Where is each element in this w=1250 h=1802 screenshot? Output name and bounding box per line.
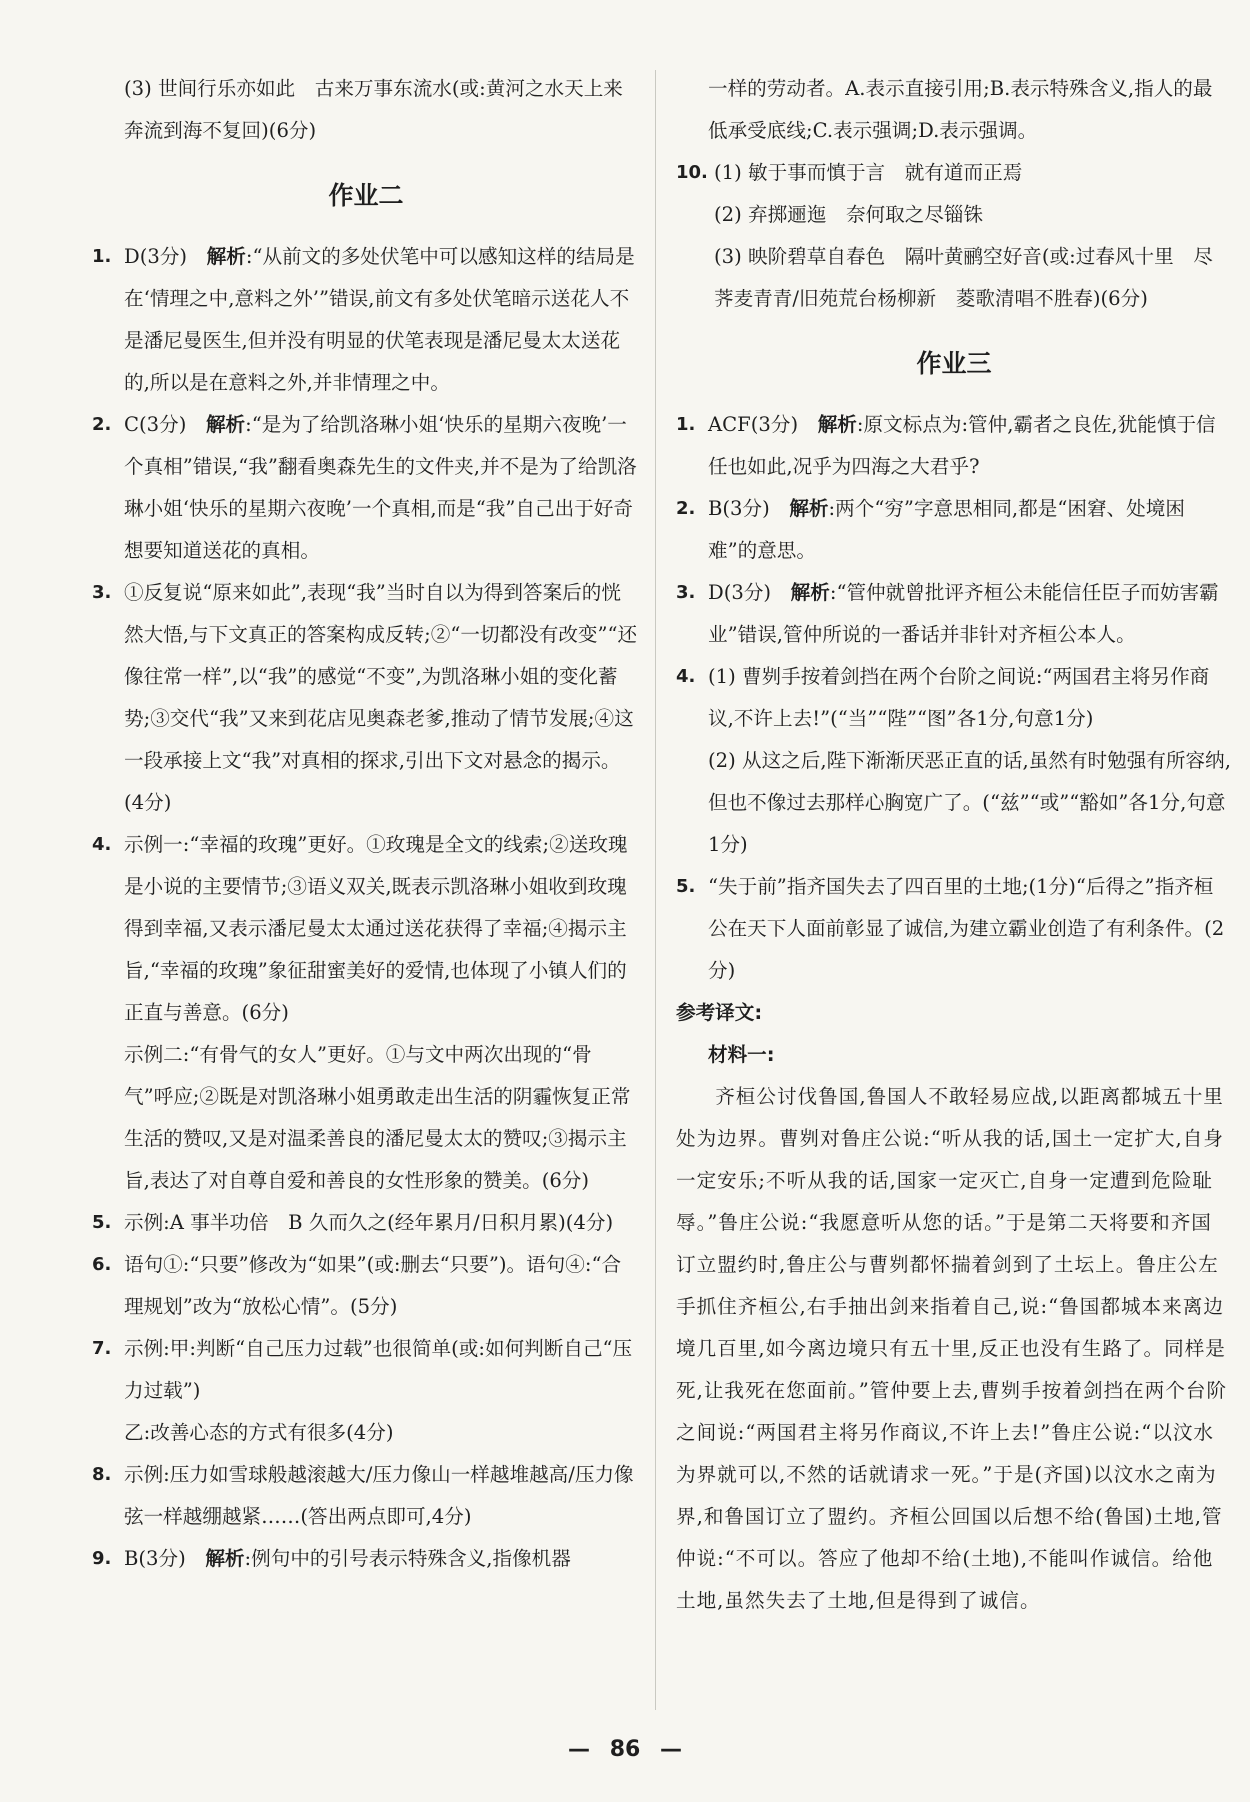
answer-item xyxy=(676,572,1232,656)
answer-text: (2) 从这之后,陛下渐渐厌恶正直的话,虽然有时勉强有所容纳,但也不像过去那样心胸宽广了。(“兹”“或”“豁如”各1分,句意1分) xyxy=(708,749,1231,856)
answer-key: B(3分) xyxy=(708,497,790,520)
answer-item xyxy=(676,866,1232,992)
section-title-3: 作业三 xyxy=(916,349,992,378)
analysis-label: 解析 xyxy=(205,413,246,436)
page-number-value: 86 xyxy=(609,1737,641,1762)
answer-key: B(3分) xyxy=(124,1547,206,1570)
answer-text: (3) 映阶碧草自春色 隔叶黄鹂空好音(或:过春风十里 尽荠麦青青/旧苑荒台杨柳新 菱歌清唱不胜春)(6分) xyxy=(714,245,1213,310)
right-column xyxy=(676,68,1232,1622)
analysis-text: :“管仲就曾批评齐桓公未能信任臣子而妨害霸业”错误,管仲所说的一番话并非针对齐桓公本人。 xyxy=(708,581,1219,646)
answer-key: ACF(3分) xyxy=(708,413,818,436)
item-number: 5. xyxy=(92,1212,112,1233)
analysis-text: :两个“穷”字意思相同,都是“困窘、处境困难”的意思。 xyxy=(708,497,1185,562)
item-number: 1. xyxy=(676,414,696,435)
answer-text: 语句①:“只要”修改为“如果”(或:删去“只要”)。语句④:“合理规划”改为“放松心情”。(5分) xyxy=(124,1253,622,1318)
answer-item xyxy=(92,1244,640,1328)
answer-text: 一样的劳动者。A.表示直接引用;B.表示特殊含义,指人的最低承受底线;C.表示强调;D.表示强调。 xyxy=(708,77,1213,142)
analysis-label: 解析 xyxy=(789,497,829,520)
answer-item xyxy=(92,572,640,824)
item-number: 6. xyxy=(92,1254,112,1275)
answer-item xyxy=(676,656,1232,740)
item-number: 7. xyxy=(92,1338,112,1359)
analysis-text: :“是为了给凯洛琳小姐‘快乐的星期六夜晚’一个真相”错误,“我”翻看奥森先生的文件夹,并不是为了给凯洛琳小姐‘快乐的星期六夜晚’一个真相,而是“我”自己出于好奇想要知道送花的真相。 xyxy=(124,413,637,562)
item-number: 3. xyxy=(92,582,112,603)
item-number: 1. xyxy=(92,246,112,267)
material-label: 材料一: xyxy=(708,1043,775,1066)
item-number: 9. xyxy=(92,1548,112,1569)
answer-item xyxy=(676,488,1232,572)
item-number: 5. xyxy=(676,876,696,897)
answer-text: 示例一:“幸福的玫瑰”更好。①玫瑰是全文的线索;②送玫瑰是小说的主要情节;③语义双关,既表示凯洛琳小姐收到玫瑰得到幸福,又表示潘尼曼太太通过送花获得了幸福;④揭示主旨,“幸福的玫瑰”象征甜蜜美好的爱情,也体现了小镇人们的正直与善意。(6分) xyxy=(124,833,628,1024)
analysis-label: 解析 xyxy=(790,581,830,604)
answer-item xyxy=(676,152,1232,194)
answer-item xyxy=(92,1454,640,1538)
reference-translation-heading: 参考译文: xyxy=(676,1001,763,1024)
analysis-label: 解析 xyxy=(205,1547,245,1570)
answer-item xyxy=(676,404,1232,488)
answer-key: D(3分) xyxy=(124,245,207,268)
column-divider xyxy=(655,70,656,1710)
answer-text: (2) 弃掷逦迤 奈何取之尽锱铢 xyxy=(714,203,984,226)
answer-text: (1) 敏于事而慎于言 就有道而正焉 xyxy=(714,161,1023,184)
analysis-text: :原文标点为:管仲,霸者之良佐,犹能慎于信任也如此,况乎为四海之大君乎? xyxy=(708,413,1216,478)
answer-item xyxy=(92,236,640,404)
page-number: — 86 — xyxy=(568,1737,682,1762)
answer-text: “失于前”指齐国失去了四百里的土地;(1分)“后得之”指齐桓公在天下人面前彰显了诚信,为建立霸业创造了有利条件。(2分) xyxy=(708,875,1225,982)
answer-text: ①反复说“原来如此”,表现“我”当时自以为得到答案后的恍然大悟,与下文真正的答案构成反转;②“一切都没有改变”“还像往常一样”,以“我”的感觉“不变”,为凯洛琳小姐的变化蓄势;③交代“我”又来到花店见奥森老爹,推动了情节发展;④这一段承接上文“我”对真相的探求,引出下文对悬念的揭示。(4分) xyxy=(124,581,638,814)
item-number: 3. xyxy=(676,582,696,603)
item-number: 4. xyxy=(92,834,112,855)
answer-text: 乙:改善心态的方式有很多(4分) xyxy=(124,1421,394,1444)
item-number: 4. xyxy=(676,666,696,687)
analysis-label: 解析 xyxy=(817,413,857,436)
analysis-text: :例句中的引号表示特殊含义,指像机器 xyxy=(244,1547,571,1570)
answer-item xyxy=(92,824,640,1034)
analysis-label: 解析 xyxy=(206,245,246,268)
item-number: 2. xyxy=(92,414,112,435)
item-number: 2. xyxy=(676,498,696,519)
answer-text: (1) 曹刿手按着剑挡在两个台阶之间说:“两国君主将另作商议,不许上去!”(“当”“陛”“图”各1分,句意1分) xyxy=(708,665,1210,730)
answer-text: 示例二:“有骨气的女人”更好。①与文中两次出现的“骨气”呼应;②既是对凯洛琳小姐勇敢走出生活的阴霾恢复正常生活的赞叹,又是对温柔善良的潘尼曼太太的赞叹;③揭示主旨,表达了对自尊自爱和善良的女性形象的赞美。(6分) xyxy=(124,1043,631,1192)
answer-text: 示例:甲:判断“自己压力过载”也很简单(或:如何判断自己“压力过载”) xyxy=(124,1337,633,1402)
analysis-text: :“从前文的多处伏笔中可以感知这样的结局是在‘情理之中,意料之外’”错误,前文有多处伏笔暗示送花人不是潘尼曼医生,但并没有明显的伏笔表现是潘尼曼太太送花的,所以是在意料之外,并非情理之中。 xyxy=(124,245,635,394)
answer-key: D(3分) xyxy=(708,581,791,604)
translation-text: 齐桓公讨伐鲁国,鲁国人不敢轻易应战,以距离都城五十里处为边界。曹刿对鲁庄公说:“听从我的话,国土一定扩大,自身一定安乐;不听从我的话,国家一定灭亡,自身一定遭到危险耻辱。”鲁庄公说:“我愿意听从您的话。”于是第二天将要和齐国订立盟约时,鲁庄公与曹刿都怀揣着剑到了土坛上。鲁庄公左手抓住齐桓公,右手抽出剑来指着自己,说:“鲁国都城本来离边境几百里,如今离边境只有五十里,反正也没有生路了。同样是死,让我死在您面前。”管仲要上去,曹刿手按着剑挡在两个台阶之间说:“两国君主将另作商议,不许上去!”鲁庄公说:“以汶水为界就可以,不然的话就请求一死。”于是(齐国)以汶水之南为界,和鲁国订立了盟约。齐桓公回国以后想不给(鲁国)土地,管仲说:“不可以。答应了他却不给(土地),不能叫作诚信。给他土地,虽然失去了土地,但是得到了诚信。 xyxy=(676,1085,1228,1612)
answer-item xyxy=(92,1328,640,1412)
answer-item xyxy=(92,1538,640,1580)
answer-line: (3) 世间行乐亦如此 古来万事东流水(或:黄河之水天上来 奔流到海不复回)(6分) xyxy=(124,77,643,142)
item-number: 10. xyxy=(676,162,708,183)
answer-key: C(3分) xyxy=(124,413,206,436)
section-title-2: 作业二 xyxy=(328,181,404,210)
answer-item xyxy=(92,1202,640,1244)
item-number: 8. xyxy=(92,1464,112,1485)
answer-item xyxy=(92,404,640,572)
left-column xyxy=(92,68,643,1580)
answer-text: 示例:A 事半功倍 B 久而久之(经年累月/日积月累)(4分) xyxy=(124,1211,614,1234)
answer-text: 示例:压力如雪球般越滚越大/压力像山一样越堆越高/压力像弦一样越绷越紧……(答出两点即可,4分) xyxy=(124,1463,634,1528)
